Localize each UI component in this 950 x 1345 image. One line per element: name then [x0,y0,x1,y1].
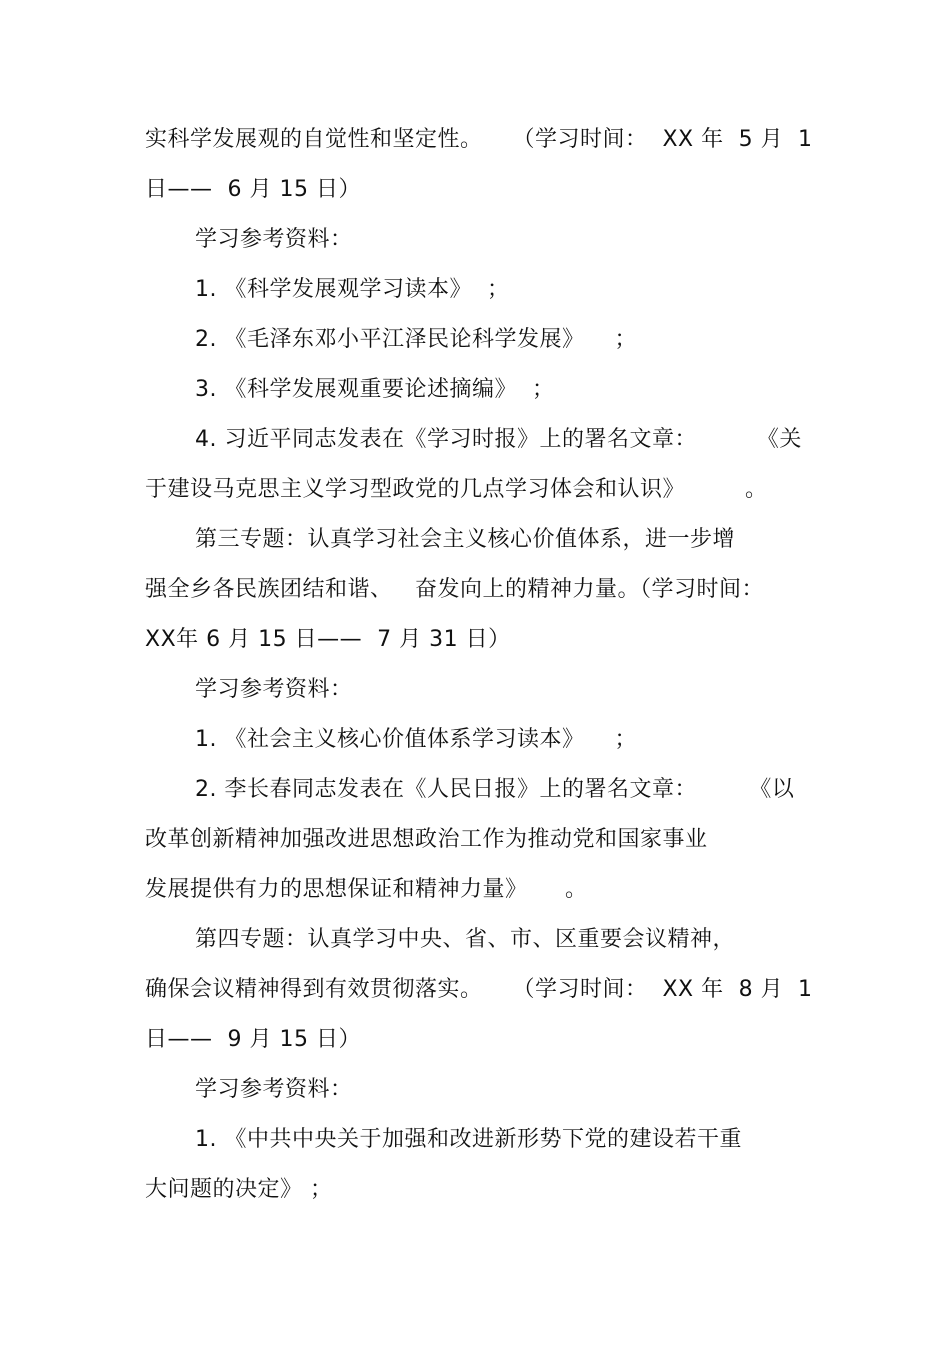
text-line: 于建设马克思主义学习型政党的几点学习体会和认识》 。 [145,477,768,502]
reference-item: 2. 李长春同志发表在《人民日报》上的署名文章： 《以 [195,777,795,802]
reference-item: 4. 习近平同志发表在《学习时报》上的署名文章： 《关 [195,427,802,452]
text-line: 实科学发展观的自觉性和坚定性。 （学习时间： XX 年 5 月 1 [145,127,813,152]
text-line: 强全乡各民族团结和谐、 奋发向上的精神力量。（学习时间： [145,577,764,602]
text-line: 日—— 9 月 15 日） [145,1027,361,1052]
section-heading: 学习参考资料： [195,677,353,702]
section-heading: 学习参考资料： [195,1077,353,1102]
topic-heading: 第三专题：认真学习社会主义核心价值体系，进一步增 [195,527,736,552]
text-line: XX年 6 月 15 日—— 7 月 31 日） [145,627,511,652]
reference-item: 1. 《中共中央关于加强和改进新形势下党的建设若干重 [195,1127,742,1152]
reference-item: 2. 《毛泽东邓小平江泽民论科学发展》 ； [195,327,637,352]
text-line: 日—— 6 月 15 日） [145,177,361,202]
reference-item: 1. 《社会主义核心价值体系学习读本》 ； [195,727,637,752]
topic-heading: 第四专题：认真学习中央、省、市、区重要会议精神， [195,927,736,952]
reference-item: 1. 《科学发展观学习读本》 ； [195,277,510,302]
text-line: 大问题的决定》 ； [145,1177,333,1202]
section-heading: 学习参考资料： [195,227,353,252]
reference-item: 3. 《科学发展观重要论述摘编》 ； [195,377,555,402]
text-line: 确保会议精神得到有效贯彻落实。 （学习时间： XX 年 8 月 1 [145,977,813,1002]
text-line: 发展提供有力的思想保证和精神力量》 。 [145,877,588,902]
text-line: 改革创新精神加强改进思想政治工作为推动党和国家事业 [145,827,708,852]
